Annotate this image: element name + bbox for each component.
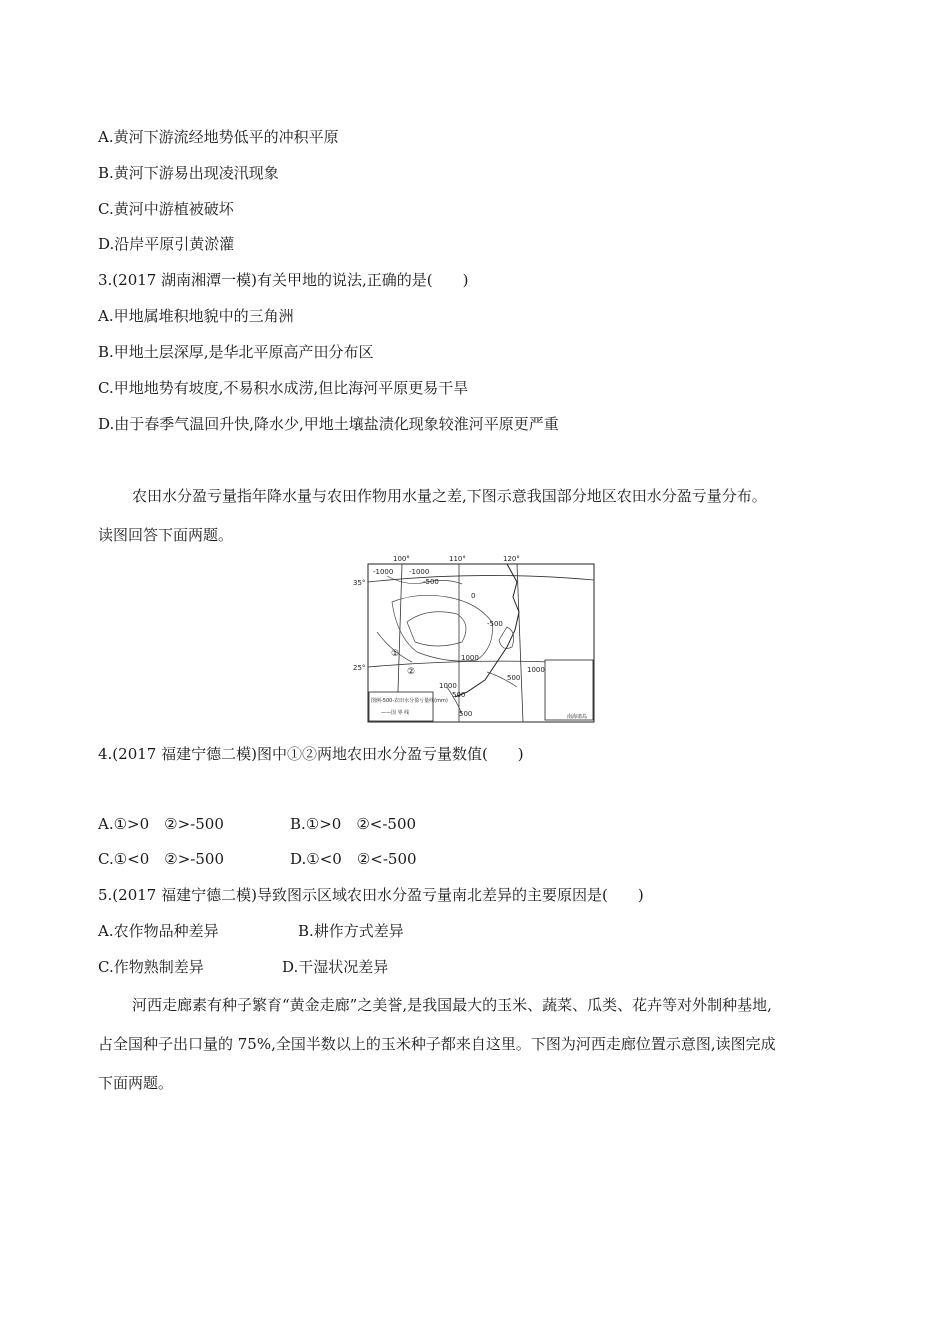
q3-option-b: B.甲地土层深厚,是华北平原高产田分布区 (98, 343, 374, 361)
contour-label: 500 (452, 691, 466, 699)
contour-label: -500 (423, 578, 439, 586)
q2-option-b: B.黄河下游易出现凌汛现象 (98, 164, 279, 182)
contour-label: 1000 (461, 654, 479, 662)
q4-option-a: A.①>0 ②>-500 (98, 815, 224, 833)
q2-option-c: C.黄河中游植被破坏 (98, 200, 234, 218)
intro2-line1: 河西走廊素有种子繁育“黄金走廊”之美誉,是我国最大的玉米、蔬菜、瓜类、花卉等对外制种基地, (132, 996, 772, 1014)
q3-option-d: D.由于春季气温回升快,降水少,甲地土壤盐渍化现象较淮河平原更严重 (98, 415, 559, 433)
intro1-line2: 读图回答下面两题。 (98, 526, 234, 544)
contour-label: -1000 (373, 568, 394, 576)
contour-label: 1000 (439, 682, 457, 690)
q4-stem: 4.(2017 福建宁德二模)图中①②两地农田水分盈亏量数值( ) (98, 745, 524, 763)
lon-label-110: 110° (449, 555, 466, 563)
q5-option-d: D.干湿状况差异 (282, 958, 389, 976)
q4-option-b: B.①>0 ②<-500 (290, 815, 417, 833)
marker-1: ① (391, 649, 400, 659)
q5-option-c: C.作物熟制差异 (98, 958, 204, 976)
lat-label-25: 25° (353, 664, 366, 672)
q5-option-a: A.农作物品种差异 (98, 922, 219, 940)
water-balance-map (353, 552, 595, 724)
legend-title: 图例 (371, 698, 382, 704)
lat-label-35: 35° (353, 579, 366, 587)
legend-item-border: ——国 界 线 (381, 710, 410, 716)
lon-label-100: 100° (393, 555, 410, 563)
q3-option-c: C.甲地地势有坡度,不易积水成涝,但比海河平原更易干旱 (98, 379, 469, 397)
contour-label: 0 (471, 592, 476, 600)
q2-option-a: A.黄河下游流经地势低平的冲积平原 (98, 128, 339, 146)
contour-label: 1000 (527, 666, 545, 674)
intro2-line3: 下面两题。 (98, 1074, 174, 1092)
contour-label: -1000 (409, 568, 430, 576)
q3-option-a: A.甲地属堆积地貌中的三角洲 (98, 307, 294, 325)
marker-2: ② (407, 667, 416, 677)
legend-item-contour: -500-农田水分盈亏量线(mm) (381, 698, 448, 704)
inset-label: 南海诸岛 (567, 714, 588, 720)
q5-option-b: B.耕作方式差异 (298, 922, 404, 940)
q3-stem: 3.(2017 湖南湘潭一模)有关甲地的说法,正确的是( ) (98, 271, 469, 289)
q2-option-d: D.沿岸平原引黄淤灌 (98, 235, 235, 253)
intro1-line1: 农田水分盈亏量指年降水量与农田作物用水量之差,下图示意我国部分地区农田水分盈亏量分布。 (132, 487, 767, 505)
lon-label-120: 120° (503, 555, 520, 563)
contour-label: 500 (459, 710, 473, 718)
contour-label: -500 (487, 620, 503, 628)
q4-option-c: C.①<0 ②>-500 (98, 850, 224, 868)
q4-option-d: D.①<0 ②<-500 (290, 850, 417, 868)
contour-label: 500 (507, 674, 521, 682)
q5-stem: 5.(2017 福建宁德二模)导致图示区域农田水分盈亏量南北差异的主要原因是( ) (98, 886, 644, 904)
intro2-line2: 占全国种子出口量的 75%,全国半数以上的玉米种子都来自这里。下图为河西走廊位置示意图,读图完成 (98, 1035, 776, 1053)
